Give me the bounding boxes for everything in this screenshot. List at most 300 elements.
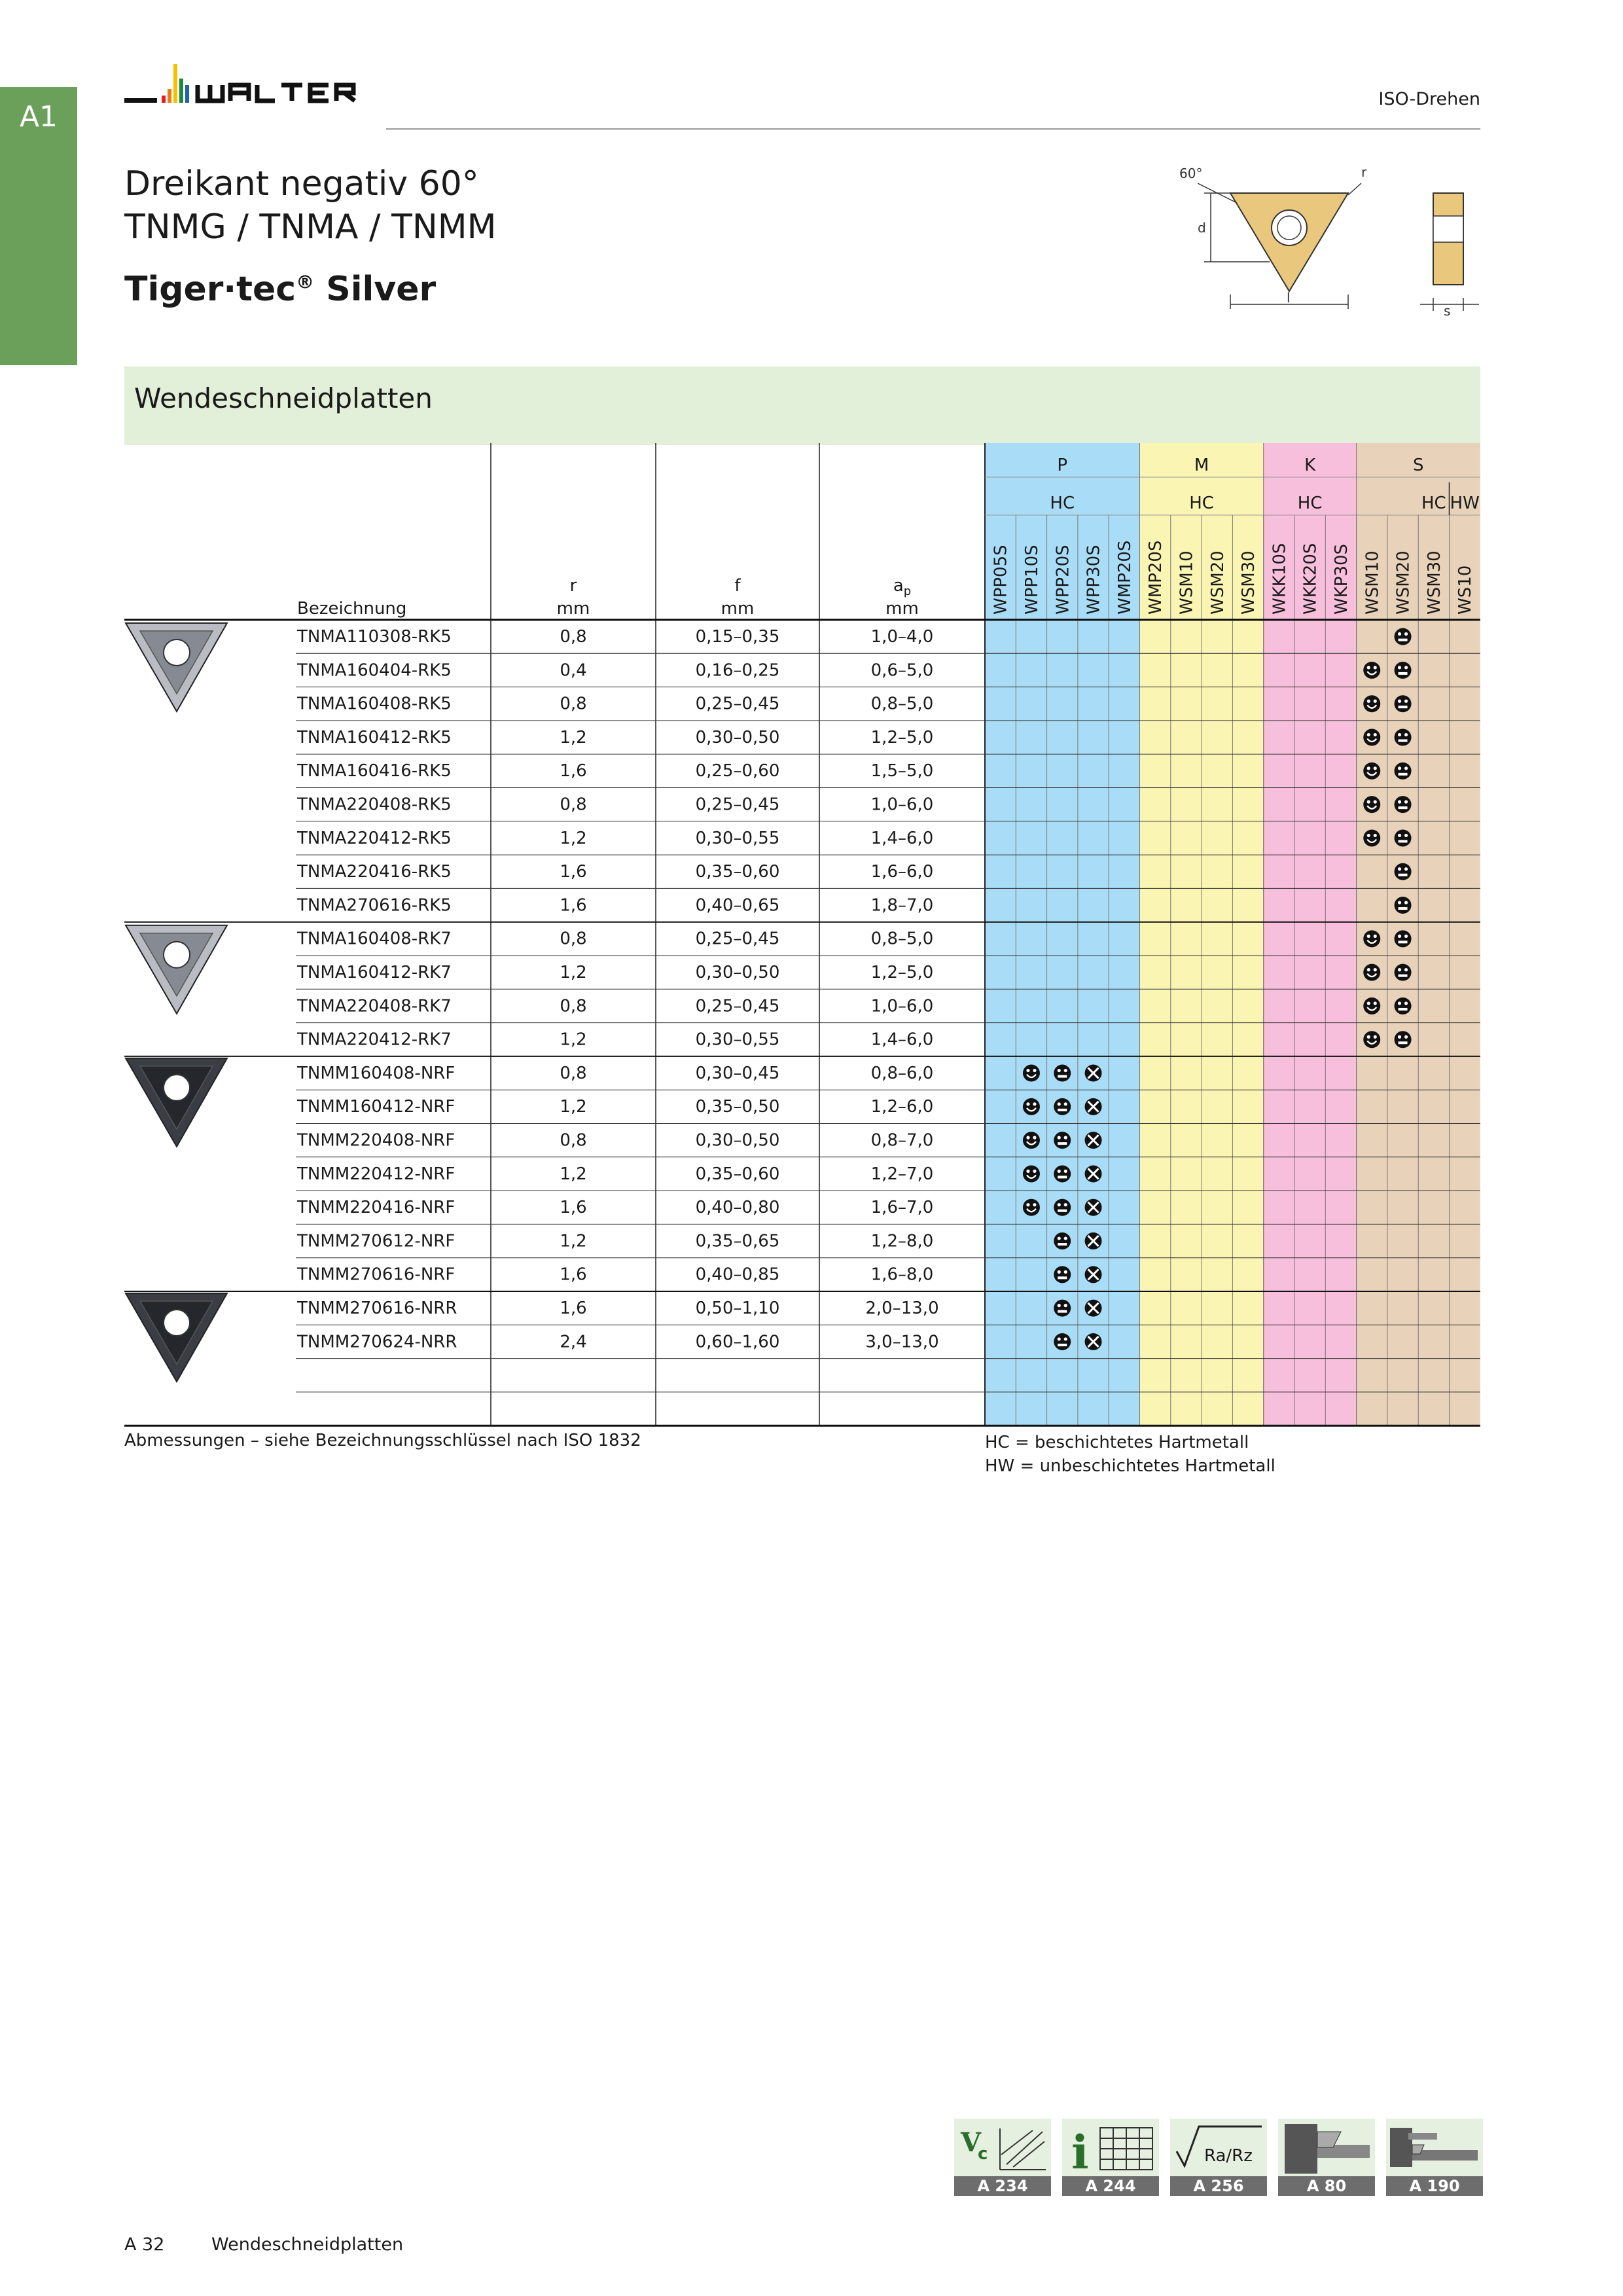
mark-eye <box>1374 834 1377 837</box>
svg-text:c: c <box>978 2144 988 2164</box>
mark-eye <box>1404 800 1408 804</box>
mark-eye <box>1058 1337 1061 1340</box>
row-r: 1,2 <box>560 1231 587 1251</box>
mark-mouth <box>1399 639 1408 641</box>
insert-hole <box>164 639 190 666</box>
mark-eye <box>1026 1102 1029 1105</box>
mark-eye <box>1064 1069 1067 1072</box>
mark-eye <box>1058 1270 1061 1274</box>
group-sub-K: HC <box>1297 493 1323 513</box>
grade-label: WPP10S <box>1022 545 1042 615</box>
diagram-r-label: r <box>1361 164 1367 180</box>
mark-mouth <box>1058 1175 1067 1178</box>
mark-eye <box>1374 733 1377 736</box>
row-designation: TNMA270616-RK5 <box>297 895 452 916</box>
row-r: 1,2 <box>560 963 587 982</box>
row-ap: 0,6–5,0 <box>870 660 934 681</box>
mark-mouth <box>1399 975 1408 977</box>
mark-mouth <box>1058 1276 1067 1279</box>
header-r: r <box>569 576 577 596</box>
grade-label: WSM10 <box>1363 550 1383 615</box>
page-title: Dreikant negativ 60° <box>124 164 479 204</box>
ref-cutting-data[interactable] <box>954 2119 1051 2196</box>
mark-mouth <box>1399 907 1408 910</box>
mark-mouth <box>1399 840 1408 842</box>
row-ap: 1,0–6,0 <box>870 795 934 815</box>
mark-eye <box>1367 968 1370 971</box>
mark-mouth <box>1058 1142 1067 1145</box>
row-f: 0,35–0,50 <box>695 1097 780 1117</box>
row-ap: 1,6–7,0 <box>870 1198 934 1218</box>
row-designation: TNMM270616-NRF <box>297 1265 455 1285</box>
mark-eye <box>1026 1069 1029 1072</box>
row-f: 0,30–0,50 <box>695 1130 780 1151</box>
row-ap: 1,6–6,0 <box>870 862 934 882</box>
row-ap: 1,0–4,0 <box>870 627 934 647</box>
row-designation: TNMM160408-NRF <box>297 1063 455 1083</box>
mark-mouth <box>1058 1109 1067 1111</box>
mark-eye <box>1367 733 1370 736</box>
row-r: 0,8 <box>560 795 587 815</box>
grade-label: WMP20S <box>1115 540 1135 615</box>
mark-smile <box>1363 997 1380 1014</box>
mark-smile <box>1023 1065 1040 1082</box>
header-designation: Bezeichnung <box>297 599 407 619</box>
mark-eye <box>1398 867 1401 870</box>
row-ap: 1,2–5,0 <box>870 727 934 747</box>
mark-neutral <box>1054 1300 1071 1317</box>
diagram-angle-label: 60° <box>1179 166 1203 181</box>
grade-label: WS10 <box>1455 565 1476 615</box>
group-label-M: M <box>1194 456 1209 475</box>
mark-eye <box>1398 700 1401 703</box>
mark-eye <box>1374 766 1377 770</box>
mark-smile <box>1363 796 1380 813</box>
ref-surface-roughness[interactable] <box>1170 2119 1267 2196</box>
mark-eye <box>1374 1035 1377 1039</box>
mark-eye <box>1026 1136 1029 1139</box>
mark-eye <box>1367 1035 1370 1039</box>
row-ap: 1,4–6,0 <box>870 828 934 848</box>
row-f: 0,25–0,60 <box>695 761 780 781</box>
row-r: 1,6 <box>560 1198 587 1218</box>
mark-mouth <box>1399 740 1408 742</box>
mark-neutral <box>1395 930 1412 947</box>
mark-eye <box>1374 968 1377 971</box>
row-ap: 1,0–6,0 <box>870 996 934 1016</box>
insert-hole <box>164 1075 190 1101</box>
grade-label: WKP30S <box>1331 543 1351 615</box>
row-designation: TNMM160412-NRF <box>297 1097 455 1117</box>
row-ap: 2,0–13,0 <box>865 1299 939 1318</box>
row-ap: 1,2–7,0 <box>870 1164 934 1184</box>
row-f: 0,35–0,65 <box>695 1231 780 1251</box>
mark-eye <box>1398 632 1401 636</box>
mark-mouth <box>1399 874 1408 876</box>
mark-smile <box>1023 1165 1040 1182</box>
row-r: 0,8 <box>560 996 587 1016</box>
ref-info[interactable] <box>1062 2119 1159 2196</box>
mark-mouth <box>1058 1210 1067 1212</box>
row-designation: TNMA220408-RK5 <box>297 795 452 815</box>
diagram-s-label: s <box>1444 303 1451 319</box>
mark-neutral <box>1395 762 1412 780</box>
mark-eye <box>1058 1102 1061 1105</box>
group-sub-S: HC <box>1421 493 1446 513</box>
mark-eye <box>1367 700 1370 703</box>
mark-neutral <box>1395 964 1412 981</box>
mark-eye <box>1404 935 1408 938</box>
mark-eye <box>1398 901 1401 904</box>
table-grid <box>124 443 1480 1429</box>
row-ap: 0,8–6,0 <box>870 1063 934 1083</box>
row-designation: TNMM270624-NRR <box>297 1332 457 1352</box>
row-designation: TNMA160412-RK7 <box>297 963 452 982</box>
row-r: 1,2 <box>560 828 587 848</box>
cutting-data-icon <box>954 2119 1051 2176</box>
mark-neutral <box>1054 1266 1071 1283</box>
mark-mouth <box>1399 773 1408 776</box>
ref-cutting-data-label: A 234 <box>954 2176 1051 2196</box>
row-r: 0,8 <box>560 627 587 647</box>
mark-neutral <box>1395 695 1412 712</box>
row-ap: 1,6–8,0 <box>870 1265 934 1285</box>
row-r: 0,8 <box>560 929 587 949</box>
row-f: 0,40–0,80 <box>695 1198 780 1218</box>
group-sub2-S: HW <box>1450 493 1480 513</box>
mark-eye <box>1064 1337 1067 1340</box>
mark-eye <box>1026 1170 1029 1173</box>
row-designation: TNMM270616-NRR <box>297 1299 457 1318</box>
row-f: 0,40–0,65 <box>695 895 780 916</box>
svg-text:i: i <box>1071 2125 1089 2176</box>
grade-label: WSM20 <box>1207 550 1228 615</box>
row-f: 0,35–0,60 <box>695 862 780 882</box>
row-f: 0,25–0,45 <box>695 795 780 815</box>
mark-eye <box>1374 935 1377 938</box>
mark-neutral <box>1054 1333 1071 1350</box>
row-designation: TNMM220408-NRF <box>297 1130 455 1151</box>
mark-eye <box>1404 632 1408 636</box>
grade-label: WSM10 <box>1177 550 1197 615</box>
diagram-l-label: l <box>1287 290 1291 306</box>
mark-neutral <box>1395 662 1412 679</box>
row-ap: 1,4–6,0 <box>870 1030 934 1050</box>
row-f: 0,25–0,45 <box>695 929 780 949</box>
mark-smile <box>1363 762 1380 780</box>
row-ap: 0,8–5,0 <box>870 694 934 714</box>
row-designation: TNMA220408-RK7 <box>297 996 452 1016</box>
row-designation: TNMA160408-RK5 <box>297 694 452 714</box>
mark-smile <box>1363 964 1380 981</box>
header-rule <box>386 128 1480 130</box>
row-ap: 1,5–5,0 <box>870 761 934 781</box>
mark-neutral <box>1054 1199 1071 1216</box>
mark-eye <box>1398 666 1401 669</box>
mark-eye <box>1404 1001 1408 1005</box>
grade-label: WKK20S <box>1300 543 1321 615</box>
row-designation: TNMA160412-RK5 <box>297 727 452 747</box>
row-designation: TNMM220416-NRF <box>297 1198 455 1218</box>
row-r: 1,6 <box>560 862 587 882</box>
row-r: 2,4 <box>560 1332 587 1352</box>
mark-smile <box>1363 930 1380 947</box>
ref-surface-roughness-label: A 256 <box>1170 2176 1267 2196</box>
mark-neutral <box>1395 628 1412 645</box>
insert-hole <box>164 942 190 968</box>
mark-eye <box>1367 766 1370 770</box>
insert-geometry-diagram <box>1171 164 1486 327</box>
row-designation: TNMA110308-RK5 <box>297 627 452 647</box>
mark-eye <box>1404 766 1408 770</box>
group-label-K: K <box>1304 456 1316 475</box>
header-f-unit: mm <box>721 599 755 619</box>
row-r: 1,2 <box>560 1164 587 1184</box>
insert-hole <box>164 1310 190 1336</box>
footnote-dimensions: Abmessungen – siehe Bezeichnungsschlüssel nach ISO 1832 <box>124 1431 641 1450</box>
mark-neutral <box>1395 796 1412 813</box>
row-r: 1,6 <box>560 761 587 781</box>
mark-neutral <box>1395 729 1412 746</box>
chapter-tab-label: A1 <box>19 100 58 134</box>
mark-eye <box>1058 1069 1061 1072</box>
page-number: A 32 <box>124 2234 165 2255</box>
mark-smile <box>1023 1132 1040 1149</box>
mark-mouth <box>1058 1344 1067 1346</box>
page-subtitle: TNMG / TNMA / TNMM <box>124 207 497 247</box>
inserts-table <box>124 443 1480 1429</box>
mark-eye <box>1398 834 1401 837</box>
mark-eye <box>1404 1035 1408 1039</box>
chapter-tab <box>0 87 77 365</box>
header-ap: $a_p$ <box>893 576 912 598</box>
mark-eye <box>1058 1304 1061 1307</box>
row-designation: TNMA160404-RK5 <box>297 660 452 681</box>
mark-smile <box>1363 662 1380 679</box>
row-ap: 1,2–6,0 <box>870 1097 934 1117</box>
row-designation: TNMM270612-NRF <box>297 1231 455 1251</box>
mark-mouth <box>1399 706 1408 708</box>
mark-eye <box>1033 1069 1036 1072</box>
mark-eye <box>1064 1170 1067 1173</box>
grade-label: WSM30 <box>1424 550 1444 615</box>
mark-eye <box>1374 666 1377 669</box>
row-r: 1,6 <box>560 1265 587 1285</box>
brand-text: Tiger·tec <box>124 270 296 309</box>
tool-holder-icon <box>1278 2119 1375 2176</box>
mark-eye <box>1374 1001 1377 1005</box>
mark-neutral <box>1395 897 1412 914</box>
mark-eye <box>1374 800 1377 804</box>
mark-smile <box>1023 1199 1040 1216</box>
mark-eye <box>1058 1136 1061 1139</box>
header-r-unit: mm <box>556 599 590 619</box>
mark-eye <box>1367 1001 1370 1005</box>
footnote-hc: HC = beschichtetes Hartmetall <box>985 1433 1249 1452</box>
mark-eye <box>1026 1203 1029 1206</box>
row-f: 0,16–0,25 <box>695 660 780 681</box>
mark-eye <box>1064 1270 1067 1274</box>
footnote-legend <box>985 1431 1275 1478</box>
mark-mouth <box>1399 1041 1408 1044</box>
footnote-hw: HW = unbeschichtetes Hartmetall <box>985 1456 1275 1476</box>
mark-eye <box>1398 935 1401 938</box>
mark-eye <box>1398 800 1401 804</box>
mark-eye <box>1033 1136 1036 1139</box>
mark-smile <box>1363 695 1380 712</box>
row-f: 0,40–0,85 <box>695 1265 780 1285</box>
row-f: 0,30–0,50 <box>695 727 780 747</box>
group-label-P: P <box>1057 456 1068 475</box>
mark-eye <box>1064 1304 1067 1307</box>
mark-eye <box>1033 1203 1036 1206</box>
mark-eye <box>1058 1203 1061 1206</box>
mark-eye <box>1404 733 1408 736</box>
row-ap: 0,8–7,0 <box>870 1130 934 1151</box>
ref-info-label: A 244 <box>1062 2176 1159 2196</box>
row-f: 0,35–0,60 <box>695 1164 780 1184</box>
row-ap: 0,8–5,0 <box>870 929 934 949</box>
group-label-S: S <box>1412 456 1424 475</box>
row-designation: TNMM220412-NRF <box>297 1164 455 1184</box>
mark-neutral <box>1054 1065 1071 1082</box>
row-f: 0,25–0,45 <box>695 694 780 714</box>
mark-smile <box>1363 1031 1380 1048</box>
mark-eye <box>1064 1236 1067 1240</box>
mark-smile <box>1363 829 1380 846</box>
mark-eye <box>1404 867 1408 870</box>
brand-registered-mark: ® <box>296 271 315 293</box>
row-r: 1,6 <box>560 895 587 916</box>
row-f: 0,15–0,35 <box>695 627 780 647</box>
grade-label: WPP30S <box>1084 545 1104 615</box>
header-f: f <box>734 576 741 596</box>
row-f: 0,30–0,55 <box>695 828 780 848</box>
svg-text:V: V <box>961 2127 982 2158</box>
row-designation: TNMA160408-RK7 <box>297 929 452 949</box>
brand-name <box>124 270 436 309</box>
grade-label: WPP05S <box>991 545 1011 615</box>
row-designation: TNMA220412-RK5 <box>297 828 452 848</box>
group-sub-P: HC <box>1050 493 1075 513</box>
mark-eye <box>1058 1236 1061 1240</box>
mark-eye <box>1374 700 1377 703</box>
mark-eye <box>1398 733 1401 736</box>
mark-eye <box>1398 766 1401 770</box>
row-r: 0,8 <box>560 1130 587 1151</box>
mark-eye <box>1404 901 1408 904</box>
mark-eye <box>1404 666 1408 669</box>
footer-title: Wendeschneidplatten <box>211 2234 404 2255</box>
mark-smile <box>1023 1098 1040 1115</box>
mark-eye <box>1064 1203 1067 1206</box>
mark-neutral <box>1054 1098 1071 1115</box>
mark-mouth <box>1058 1310 1067 1313</box>
mark-eye <box>1064 1136 1067 1139</box>
mark-mouth <box>1058 1243 1067 1246</box>
row-ap: 1,2–8,0 <box>870 1231 934 1251</box>
mark-eye <box>1398 1001 1401 1005</box>
mark-neutral <box>1054 1232 1071 1249</box>
ref-boring-bar[interactable] <box>1386 2119 1483 2196</box>
mark-eye <box>1404 700 1408 703</box>
row-r: 0,8 <box>560 1063 587 1083</box>
section-label: ISO-Drehen <box>1378 89 1480 109</box>
grade-label: WSM30 <box>1239 550 1259 615</box>
grade-label: WSM20 <box>1393 550 1414 615</box>
ref-tool-holder[interactable] <box>1278 2119 1375 2196</box>
mark-eye <box>1367 666 1370 669</box>
row-ap: 1,2–5,0 <box>870 963 934 982</box>
mark-eye <box>1064 1102 1067 1105</box>
group-sub-M: HC <box>1189 493 1214 513</box>
row-designation: TNMA220416-RK5 <box>297 862 452 882</box>
header-ap-unit: mm <box>885 599 919 619</box>
row-r: 1,2 <box>560 1030 587 1050</box>
row-f: 0,30–0,50 <box>695 963 780 982</box>
row-r: 0,8 <box>560 694 587 714</box>
info-icon <box>1062 2119 1159 2176</box>
row-designation: TNMA220412-RK7 <box>297 1030 452 1050</box>
row-f: 0,60–1,60 <box>695 1332 780 1352</box>
mark-neutral <box>1395 863 1412 880</box>
row-r: 1,2 <box>560 727 587 747</box>
surface-roughness-icon <box>1170 2119 1267 2176</box>
row-f: 0,30–0,55 <box>695 1030 780 1050</box>
walter-logo <box>124 59 406 118</box>
roughness-text: Ra/Rz <box>1204 2146 1253 2166</box>
mark-eye <box>1367 834 1370 837</box>
mark-eye <box>1398 1035 1401 1039</box>
diagram-d-label: d <box>1198 220 1206 236</box>
mark-eye <box>1404 968 1408 971</box>
row-designation: TNMA160416-RK5 <box>297 761 452 781</box>
row-ap: 3,0–13,0 <box>865 1332 939 1352</box>
mark-eye <box>1058 1170 1061 1173</box>
mark-neutral <box>1395 997 1412 1014</box>
boring-bar-icon <box>1386 2119 1483 2176</box>
mark-mouth <box>1399 806 1408 809</box>
grade-label: WKK10S <box>1270 543 1290 615</box>
mark-smile <box>1363 729 1380 746</box>
row-r: 1,2 <box>560 1097 587 1117</box>
row-f: 0,25–0,45 <box>695 996 780 1016</box>
mark-neutral <box>1054 1165 1071 1182</box>
mark-eye <box>1398 968 1401 971</box>
brand-suffix: Silver <box>314 270 437 309</box>
mark-eye <box>1404 834 1408 837</box>
mark-eye <box>1033 1170 1036 1173</box>
row-r: 0,4 <box>560 660 587 681</box>
row-ap: 1,8–7,0 <box>870 895 934 916</box>
mark-neutral <box>1054 1132 1071 1149</box>
ref-tool-holder-label: A 80 <box>1278 2176 1375 2196</box>
row-f: 0,30–0,45 <box>695 1063 780 1083</box>
mark-eye <box>1367 935 1370 938</box>
mark-eye <box>1367 800 1370 804</box>
mark-mouth <box>1058 1075 1067 1078</box>
grade-label: WMP20S <box>1146 540 1166 615</box>
mark-mouth <box>1399 672 1408 675</box>
section-band-title: Wendeschneidplatten <box>134 382 433 414</box>
mark-neutral <box>1395 1031 1412 1048</box>
mark-eye <box>1033 1102 1036 1105</box>
ref-boring-bar-label: A 190 <box>1386 2176 1483 2196</box>
mark-mouth <box>1399 941 1408 943</box>
row-r: 1,6 <box>560 1299 587 1318</box>
mark-mouth <box>1399 1008 1408 1011</box>
mark-neutral <box>1395 829 1412 846</box>
